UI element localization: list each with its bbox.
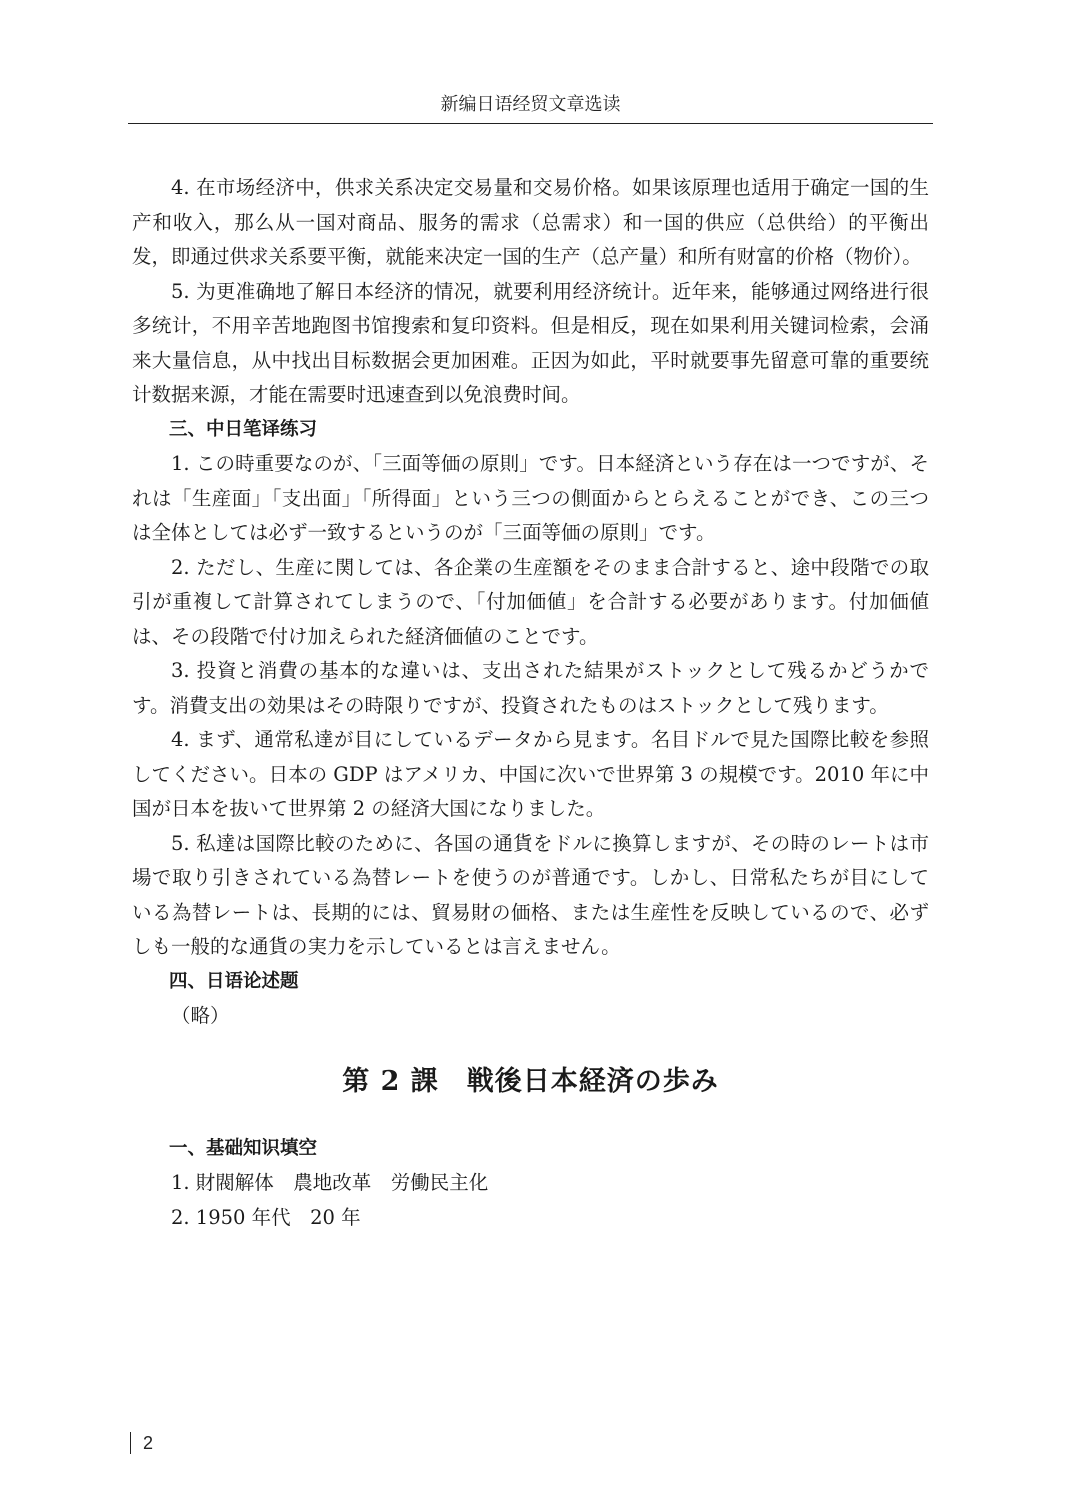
running-header-title: 新编日语经贸文章选读 [440,94,621,115]
answer-paragraph: 2. ただし、生産に関しては、各企業の生産額をそのまま合計すると、途中段階での取引が重複して計算されてしまうので、「付加価値」を合計する必要があります。付加価値は、その段階で付け加えられた経済価値のことです。 [132,555,929,648]
lesson-title: 第 2 課 戦後日本経済の歩み [342,1065,719,1097]
answer-paragraph: 5. 私達は国際比較のために、各国の通貨をドルに換算しますが、その時のレートは市場で取り引きされている為替レートを使うのが普通です。しかし、日常私たちが目にしている為替レートは、長期的には、貿易財の価格、または生産性を反映しているので、必ずしも一般的な通貨の実力を示しているとは言えません。 [132,831,929,958]
answer-paragraph: 4. まず、通常私達が目にしているデータから見ます。名目ドルで見た国際比較を参照してください。日本の GDP はアメリカ、中国に次いで世界第 3 の規模です。2010 年に中国が日本を抜いて世界第 2 の経済大国になりました。 [132,728,929,820]
section-heading-essay: 四、日语论述题 [169,970,299,992]
answer-paragraph: 4. 在市场经济中，供求关系决定交易量和交易价格。如果该原理也适用于确定一国的生产和收入，那么从一国对商品、服务的需求（总需求）和一国的供应（总供给）的平衡出发，即通过供求关系要平衡，就能来决定一国的生产（总产量）和所有财富的价格（物价）。 [132,176,929,268]
answer-item: 2. 1950 年代 20 年 [171,1205,361,1229]
page-number: 2 [143,1433,154,1453]
header-rule [128,123,933,124]
answer-item: 1. 財閥解体 農地改革 労働民主化 [171,1171,489,1194]
answer-paragraph: 1. この時重要なのが、「三面等価の原則」です。日本経済という存在は一つですが、それは「生産面」「支出面」「所得面」という三つの側面からとらえることができ、この三つは全体としては必ず一致するというのが「三面等価の原則」です。 [132,452,929,544]
answer-paragraph: 5. 为更准确地了解日本经济的情况，就要利用经济统计。近年来，能够通过网络进行很多统计，不用辛苦地跑图书馆搜索和复印资料。但是相反，现在如果利用关键词检索，会涌来大量信息，从中找出目标数据会更加困难。正因为如此，平时就要事先留意可靠的重要统计数据来源，才能在需要时迅速查到以免浪费时间。 [132,279,929,406]
page-footer [130,1432,153,1454]
footer-bar [130,1432,131,1454]
page-body [132,171,929,1235]
answer-paragraph: 3. 投資と消費の基本的な違いは、支出された結果がストックとして残るかどうかです。消費支出の効果はその時限りですが、投資されたものはストックとして残ります。 [132,659,929,717]
section-heading-fill-in: 一、基础知识填空 [169,1137,318,1159]
omitted-note: （略） [171,1004,230,1027]
section-heading-translation-practice: 三、中日笔译练习 [169,418,318,440]
